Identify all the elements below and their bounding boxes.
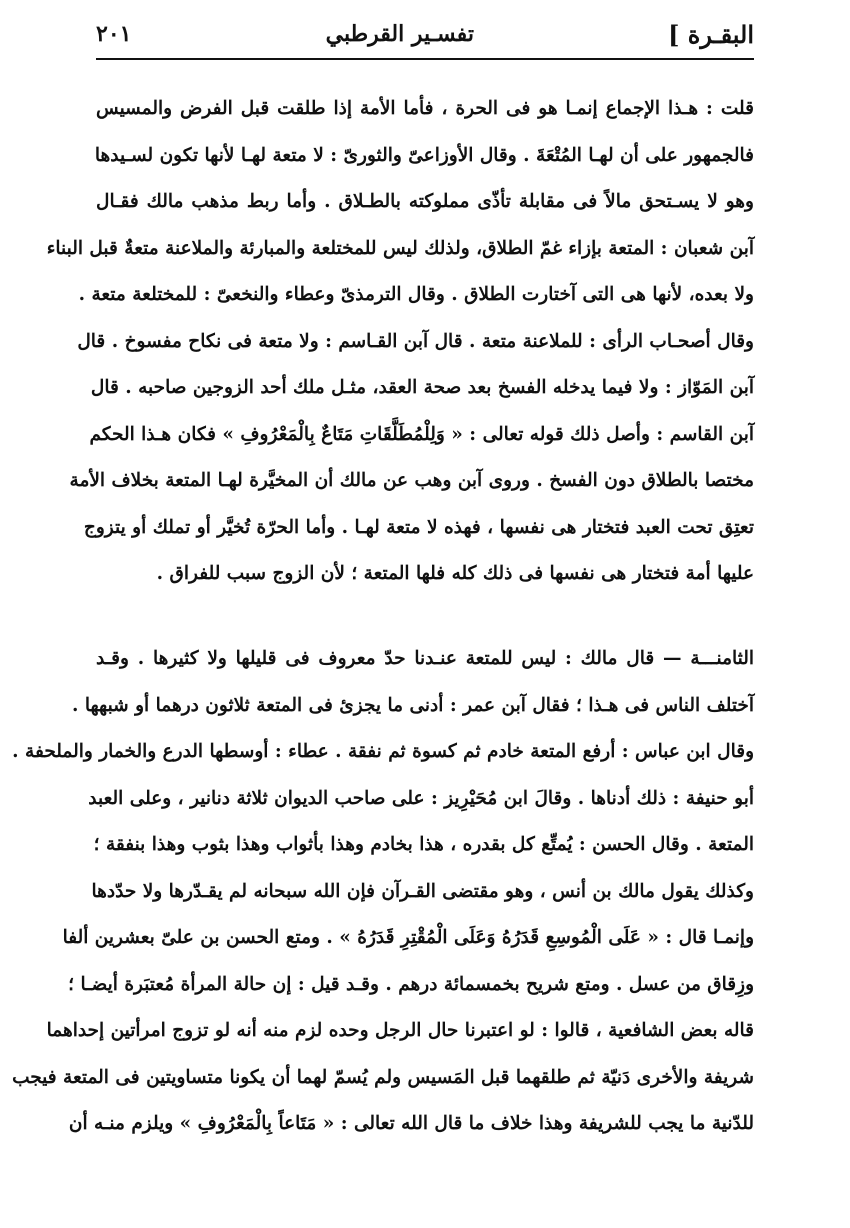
text-line: آختلف الناس فى هـذا ؛ فقال آبن عمر : أدنى ما يجزئ فى المتعة ثلاثون درهما أو شبهها . (72, 694, 754, 716)
text-line: وقال ابن عباس : أرفع المتعة خادم ثم كسوة ثم نفقة . عطاء : أوسطها الدرع والخمار والملحفة . (12, 741, 754, 762)
paragraph-1 (46, 86, 754, 598)
text-line: وكذلك يقول مالك بن أنس ، وهو مقتضى القـرآن فإن الله سبحانه لم يقـدّرها ولا حدّدها (91, 880, 754, 902)
text-line: وإنمـا قال : « عَلَى الْمُوسِعِ قَدَرُهُ وَعَلَى الْمُقْتِرِ قَدَرُهُ » . ومتع الحسن بن علىّ بعشرين ألفا (62, 927, 754, 948)
text-line: شريفة والأخرى دَنيّة ثم طلقهما قبل المَسيس ولم يُسمّ لهما أن يكونا متساويتين فى المتعة فيجب (12, 1066, 754, 1088)
text-line: للدّنية ما يجب للشريفة وهذا خلاف ما قال الله تعالى : « مَتَاعاً بِالْمَعْرُوفِ » ويلزم منـه أن (68, 1113, 754, 1134)
text-line: آبن المَوّاز : ولا فيما يدخله الفسخ بعد صحة العقد، مثـل ملك أحد الزوجين صاحبه . قال (90, 377, 754, 398)
text-line: قلت : هـذا الإجماع إنمـا هو فى الحرة ، فأما الأمة إذا طلقت قبل الفرض والمسيس (96, 98, 754, 119)
paragraph-2 (12, 636, 754, 1148)
text-line: الثامنـــة — قال مالك : ليس للمتعة عنـدنا حدّ معروف فى قليلها ولا كثيرها . وقـد (96, 648, 754, 669)
surah-title: البقـرة ] (668, 19, 754, 49)
book-title: تفسـير القرطبي (325, 21, 474, 47)
text-line: تعتِق تحت العبد فتختار هى نفسها ، فهذه لا متعة لهـا . وأما الحرّة تُخيَّر أو تملك أو يتزوج (83, 516, 754, 538)
page-header (96, 14, 754, 54)
text-line: وقال أصحـاب الرأى : للملاعنة متعة . قال آبن القـاسم : ولا متعة فى نكاح مفسوخ . قال (77, 330, 754, 352)
page-number: ٢٠١ (96, 21, 132, 47)
text-line: ولا بعده، لأنها هى التى آختارت الطلاق . وقال الترمذىّ وعطاء والنخعىّ : للمختلعة متعة . (78, 284, 754, 305)
text-line: وزِقاق من عسل . ومتع شريح بخمسمائة درهم . وقـد قيل : إن حالة المرأة مُعتبَرة أيضـا ؛ (68, 973, 754, 995)
text-line: أبو حنيفة : ذلك أدناها . وقالَ ابن مُحَيْرِيز : على صاحب الديوان ثلاثة دنانير ، وعلى العبد (88, 787, 754, 809)
text-line: آبن القاسم : وأصل ذلك قوله تعالى : « وَلِلْمُطَلَّقَاتِ مَتَاعٌ بِالْمَعْرُوفِ » فكان هـذا الحكم (89, 423, 754, 445)
text-line: آبن شعبان : المتعة بإزاء غمّ الطلاق، ولذلك ليس للمختلعة والمبارئة والملاعنة متعةٌ قبل البناء (46, 237, 754, 259)
header-rule (96, 58, 754, 60)
text-line: قاله بعض الشافعية ، قالوا : لو اعتبرنا حال الرجل وحده لزم منه أنه لو تزوج امرأتين إحداهما (46, 1020, 754, 1041)
text-line: مختصا بالطلاق دون الفسخ . وروى آبن وهب عن مالك أن المخيَّرة لهـا المتعة بخلاف الأمة (69, 470, 754, 491)
text-line: عليها أمة فتختار هى نفسها فى ذلك كله فلها المتعة ؛ لأن الزوج سبب للفراق . (156, 563, 754, 584)
text-line: المتعة . وقال الحسن : يُمتِّع كل بقدره ، هذا بخادم وهذا بأثواب وهذا بثوب وهذا بنفقة ؛ (93, 834, 754, 855)
text-line: وهو لا يسـتحق مالاً فى مقابلة تأذّى مملوكته بالطـلاق . وأما ربط مذهب مالك فقـال (96, 191, 754, 212)
text-line: فالجمهور على أن لهـا المُتْعَةَ . وقال الأوزاعىّ والثورىّ : لا متعة لهـا لأنها تكون لسـيدها (94, 144, 754, 166)
